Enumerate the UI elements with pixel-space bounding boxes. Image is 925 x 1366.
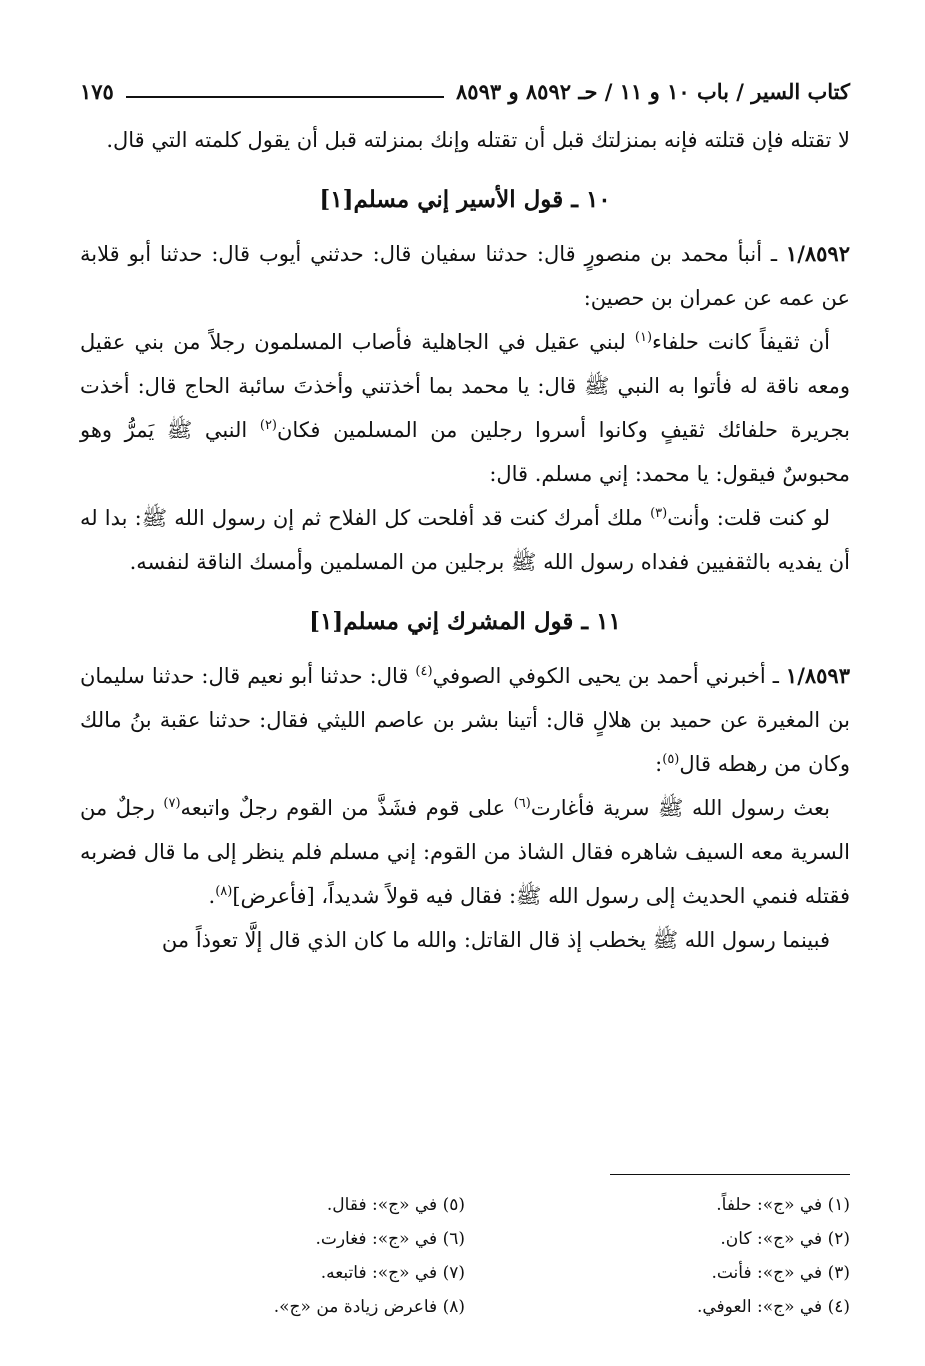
running-header [80, 70, 850, 104]
chapter-heading-11: ١١ ـ قول المشرك إني مسلم[١] [309, 608, 621, 635]
text-run: أن ثقيفاً كانت حلفاء [652, 330, 830, 354]
paragraph-continuation: لا تقتله فإن قتلته فإنه بمنزلتك قبل أن تقتله وإنك بمنزلته قبل أن يقول كلمته التي قال. [106, 128, 850, 152]
chapter-heading-10: ١٠ ـ قول الأسير إني مسلم[١] [319, 186, 611, 213]
header-rule [126, 96, 444, 98]
footnote-rule [610, 1174, 850, 1175]
footnote-3: (٣) في «ج»: فأنت. [711, 1263, 850, 1283]
footnote-6: (٦) في «ج»: فغارت. [315, 1229, 465, 1249]
footnote-ref: (٧) [163, 796, 181, 811]
footnote-ref: (٥) [662, 752, 680, 767]
footnote-ref: (٤) [415, 664, 433, 679]
footnote-7: (٧) في «ج»: فاتبعه. [320, 1263, 465, 1283]
footnote-ref: (٨) [215, 884, 233, 899]
footnotes-col-right [465, 1188, 850, 1324]
text-run: لو كنت قلت: وأنت [667, 506, 830, 530]
footnote-1: (١) في «ج»: حلفاً. [716, 1195, 850, 1215]
page [80, 70, 850, 962]
footnote-ref: (٦) [513, 796, 531, 811]
hadith-8592-matn-1 [80, 320, 850, 496]
text-run: قال: حدثنا أبو نعيم قال: حدثنا سليمان بن المغيرة عن حميد بن هلالٍ قال: أتينا بشر بن عاصم الليثي فقال: حدثنا عقبة بنُ مالك وكان من رهطه قال [80, 664, 850, 776]
isnad-text: ـ أنبأ محمد بن منصورٍ قال: حدثنا سفيان قال: حدثني أيوب قال: حدثنا أبو قلابة عن عمه عن عمران بن حصين: [80, 242, 850, 310]
hadith-number: ١/٨٥٩٣ [785, 663, 850, 688]
text-run: رجلٌ من السرية معه السيف شاهره فقال الشاذ من القوم: إني مسلم فلم ينظر إلى ما قال فضربه فقتله فنمي الحديث إلى رسول الله ﷺ: فقال فيه قولاً شديداً، [فأعرض] [80, 796, 850, 908]
footnote-4: (٤) في «ج»: العوفي. [696, 1297, 850, 1317]
hadith-8593-matn-2: فبينما رسول الله ﷺ يخطب إذ قال القاتل: والله ما كان الذي قال إلَّا تعوذاً من [161, 928, 830, 952]
footnotes [80, 1188, 850, 1324]
text-run: ـ أخبرني أحمد بن يحيى الكوفي الصوفي [432, 664, 786, 688]
running-title: كتاب السير / باب ١٠ و ١١ / حـ ٨٥٩٢ و ٨٥٩٣ [456, 79, 850, 104]
text-run: : [655, 752, 663, 776]
text-run: بعث رسول الله ﷺ سرية فأغارت [530, 796, 830, 820]
footnote-2: (٢) في «ج»: كان. [720, 1229, 850, 1249]
text-run: لبني عقيل في الجاهلية فأصاب المسلمون رجلاً من بني عقيل ومعه ناقة له فأتوا به النبي ﷺ قال: يا محمد بما أخذتني وأخذتَ سائبة الحاج قال: أخذت بجريرة حلفائك ثقيفٍ وكانوا أسروا رجلين من المسلمين فكان [80, 330, 850, 442]
footnote-ref: (٣) [650, 506, 668, 521]
hadith-number: ١/٨٥٩٢ [785, 241, 850, 266]
text-run: ملك أمرك كنت قد أفلحت كل الفلاح ثم إن رسول الله ﷺ: بدا له أن يفديه بالثقفيين ففداه رسول الله ﷺ برجلين من المسلمين وأمسك الناقة لنفسه. [80, 506, 850, 574]
hadith-8593-isnad [80, 654, 850, 786]
footnotes-col-left [80, 1188, 465, 1324]
page-number: ١٧٥ [80, 79, 114, 104]
footnote-8: (٨) فاعرض زيادة من «ج». [273, 1297, 465, 1317]
text-run: . [208, 884, 216, 908]
text-run: على قوم فشَذَّ من القوم رجلٌ واتبعه [180, 796, 514, 820]
footnote-ref: (٢) [259, 418, 277, 433]
hadith-8593-matn-1 [80, 786, 850, 918]
hadith-8592-matn-2 [80, 496, 850, 584]
footnote-5: (٥) في «ج»: فقال. [326, 1195, 465, 1215]
text-run: النبي ﷺ يَمرُّ وهو محبوسٌ فيقول: يا محمد: إني مسلم. قال: [80, 418, 850, 486]
hadith-8592-isnad [80, 232, 850, 320]
footnote-ref: (١) [634, 330, 653, 345]
